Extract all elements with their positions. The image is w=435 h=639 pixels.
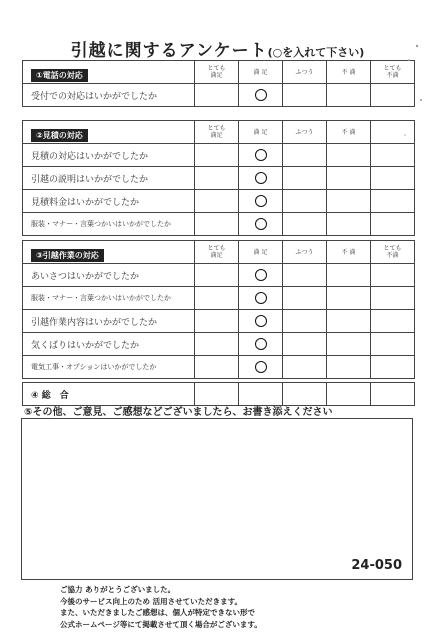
header-neutral: ふつう	[283, 121, 327, 144]
rating-cell-neutral[interactable]	[283, 310, 327, 333]
question-row	[23, 167, 415, 190]
rating-cell-neutral[interactable]	[283, 213, 327, 236]
rating-cell-very-dissatisfied[interactable]	[371, 264, 415, 287]
rating-cell-dissatisfied[interactable]	[327, 190, 371, 213]
rating-cell-neutral[interactable]	[283, 84, 327, 107]
rating-cell-very-dissatisfied[interactable]	[371, 310, 415, 333]
rating-cell-very-satisfied[interactable]	[195, 287, 239, 310]
overall-label: ④ 総 合	[23, 383, 195, 406]
header-dissatisfied: 不 満	[327, 61, 371, 84]
header-very-dissatisfied: とても 不満	[371, 241, 415, 264]
section-label: ②見積の対応	[31, 129, 88, 142]
comment-label: ⑤その他、ご意見、ご感想などございましたら、お書き添えください	[24, 407, 333, 418]
circle-mark-icon	[255, 172, 267, 184]
rating-cell-neutral[interactable]	[283, 190, 327, 213]
question-text: あいさつはいかがでしたか	[23, 264, 195, 287]
section-label-cell	[23, 241, 195, 264]
rating-cell-dissatisfied[interactable]	[327, 213, 371, 236]
page-title-main: 引越に関するアンケート	[70, 41, 268, 61]
reference-number: 24-050	[351, 558, 402, 573]
rating-cell-very-satisfied[interactable]	[195, 264, 239, 287]
rating-cell-satisfied[interactable]	[239, 167, 283, 190]
footer-line: 公式ホームページ等にて掲載させて頂く場合がございます。	[60, 619, 262, 629]
circle-mark-icon	[255, 89, 267, 101]
circle-mark-icon	[255, 195, 267, 207]
question-row	[23, 190, 415, 213]
question-row	[23, 310, 415, 333]
circle-mark-icon	[255, 292, 267, 304]
footer-notice	[60, 584, 400, 630]
rating-cell-very-dissatisfied[interactable]	[371, 383, 415, 406]
question-row	[23, 333, 415, 356]
scan-noise-decoration	[387, 40, 427, 160]
rating-cell-neutral[interactable]	[283, 264, 327, 287]
question-text: 引越作業内容はいかがでしたか	[23, 310, 195, 333]
question-row	[23, 264, 415, 287]
question-text: 受付での対応はいかがでしたか	[23, 84, 195, 107]
section-header-row	[23, 61, 415, 84]
rating-cell-very-satisfied[interactable]	[195, 213, 239, 236]
section-table-moving-work	[22, 240, 415, 379]
rating-cell-very-dissatisfied[interactable]	[371, 167, 415, 190]
rating-cell-very-satisfied[interactable]	[195, 84, 239, 107]
header-satisfied: 満 足	[239, 121, 283, 144]
rating-cell-dissatisfied[interactable]	[327, 144, 371, 167]
header-very-satisfied: とても 満足	[195, 61, 239, 84]
question-row	[23, 287, 415, 310]
comment-box[interactable]	[21, 418, 413, 580]
rating-cell-dissatisfied[interactable]	[327, 84, 371, 107]
circle-mark-icon	[255, 338, 267, 350]
header-neutral: ふつう	[283, 241, 327, 264]
circle-mark-icon	[255, 218, 267, 230]
question-row	[23, 84, 415, 107]
rating-cell-satisfied[interactable]	[239, 310, 283, 333]
rating-cell-satisfied[interactable]	[239, 264, 283, 287]
header-very-satisfied: とても 満足	[195, 121, 239, 144]
section-label: ③引越作業の対応	[31, 249, 104, 262]
section-label: ①電話の対応	[31, 69, 88, 82]
question-text: 電気工事・オプションはいかがでしたか	[23, 356, 195, 379]
rating-cell-neutral[interactable]	[283, 144, 327, 167]
rating-cell-neutral[interactable]	[283, 333, 327, 356]
circle-mark-icon	[255, 269, 267, 281]
question-text: 引越の説明はいかがでしたか	[23, 167, 195, 190]
rating-cell-dissatisfied[interactable]	[327, 264, 371, 287]
rating-cell-satisfied[interactable]	[239, 356, 283, 379]
rating-cell-very-dissatisfied[interactable]	[371, 333, 415, 356]
rating-cell-very-satisfied[interactable]	[195, 310, 239, 333]
page-title-instruction: (○を入れて下さい)	[267, 46, 365, 59]
rating-cell-very-satisfied[interactable]	[195, 167, 239, 190]
rating-cell-very-dissatisfied[interactable]	[371, 213, 415, 236]
rating-cell-satisfied[interactable]	[239, 144, 283, 167]
question-text: 服装・マナー・言葉つかいはいかがでしたか	[23, 287, 195, 310]
rating-cell-neutral[interactable]	[283, 167, 327, 190]
rating-cell-dissatisfied[interactable]	[327, 333, 371, 356]
question-text: 服装・マナー・言葉つかいはいかがでしたか	[23, 213, 195, 236]
section-label-cell	[23, 121, 195, 144]
question-text: 見積の対応はいかがでしたか	[23, 144, 195, 167]
footer-line: また、いただきましたご感想は、個人が特定できない形で	[60, 608, 255, 617]
section-table-estimate	[22, 120, 415, 236]
rating-cell-very-satisfied[interactable]	[195, 356, 239, 379]
page-title	[0, 36, 435, 61]
header-neutral: ふつう	[283, 61, 327, 84]
rating-cell-satisfied[interactable]	[239, 190, 283, 213]
rating-cell-very-dissatisfied[interactable]	[371, 190, 415, 213]
header-very-satisfied: とても 満足	[195, 241, 239, 264]
rating-cell-satisfied[interactable]	[239, 333, 283, 356]
rating-cell-satisfied[interactable]	[239, 287, 283, 310]
rating-cell-dissatisfied[interactable]	[327, 383, 371, 406]
header-satisfied: 満 足	[239, 241, 283, 264]
rating-cell-neutral[interactable]	[283, 287, 327, 310]
rating-cell-dissatisfied[interactable]	[327, 167, 371, 190]
circle-mark-icon	[255, 149, 267, 161]
question-text: 気くばりはいかがでしたか	[23, 333, 195, 356]
rating-cell-dissatisfied[interactable]	[327, 356, 371, 379]
question-row	[23, 213, 415, 236]
header-dissatisfied: 不 満	[327, 121, 371, 144]
rating-cell-satisfied[interactable]	[239, 84, 283, 107]
rating-cell-satisfied[interactable]	[239, 213, 283, 236]
rating-cell-dissatisfied[interactable]	[327, 287, 371, 310]
question-text: 見積料金はいかがでしたか	[23, 190, 195, 213]
rating-cell-very-satisfied[interactable]	[195, 144, 239, 167]
section-table-phone	[22, 60, 415, 107]
circle-mark-icon	[255, 315, 267, 327]
footer-line: ご協力 ありがとうございました。	[60, 585, 176, 594]
header-very-dissatisfied: とても 不満	[371, 61, 415, 84]
circle-mark-icon	[255, 361, 267, 373]
header-dissatisfied: 不 満	[327, 241, 371, 264]
question-row	[23, 144, 415, 167]
section-label-cell	[23, 61, 195, 84]
footer-line: 今後のサービス向上のため 活用させていただきます。	[60, 596, 243, 606]
rating-cell-very-dissatisfied[interactable]	[371, 287, 415, 310]
rating-cell-very-dissatisfied[interactable]	[371, 356, 415, 379]
question-row	[23, 356, 415, 379]
header-satisfied: 満 足	[239, 61, 283, 84]
section-header-row	[23, 241, 415, 264]
rating-cell-dissatisfied[interactable]	[327, 310, 371, 333]
rating-cell-neutral[interactable]	[283, 356, 327, 379]
rating-cell-very-satisfied[interactable]	[195, 333, 239, 356]
section-header-row	[23, 121, 415, 144]
rating-cell-very-satisfied[interactable]	[195, 190, 239, 213]
